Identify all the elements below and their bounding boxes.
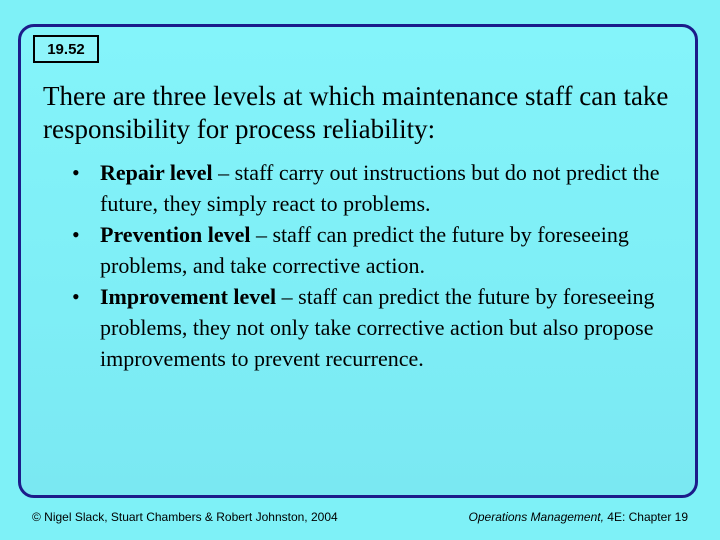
footer-book-reference	[469, 510, 688, 524]
bullet-prevention-level	[72, 219, 672, 281]
bullet-marker: •	[72, 160, 80, 185]
footer-book-edition: 4E: Chapter 19	[603, 510, 688, 524]
bullet-marker: •	[72, 284, 80, 309]
bullet-term: Prevention level	[100, 222, 251, 247]
bullet-text: – staff can predict the future by foreseeing problems, and take corrective action.	[100, 222, 629, 278]
bullet-text: – staff carry out instructions but do not predict the future, they simply react to problems.	[100, 160, 660, 216]
bullet-marker: •	[72, 222, 80, 247]
slide-heading: There are three levels at which maintenance staff can take responsibility for process reliability:	[43, 81, 669, 144]
bullet-term: Improvement level	[100, 284, 277, 309]
bullet-term: Repair level	[100, 160, 213, 185]
bullet-list	[72, 157, 672, 374]
slide-number: 19.52	[33, 35, 99, 63]
bullet-repair-level	[72, 157, 672, 219]
footer-book-title: Operations Management,	[468, 510, 604, 524]
bullet-text: – staff can predict the future by foreseeing problems, they not only take corrective action but also propose improvements to prevent recurrence.	[100, 284, 655, 371]
footer-copyright: © Nigel Slack, Stuart Chambers & Robert Johnston, 2004	[32, 510, 338, 524]
bullet-improvement-level	[72, 281, 672, 374]
